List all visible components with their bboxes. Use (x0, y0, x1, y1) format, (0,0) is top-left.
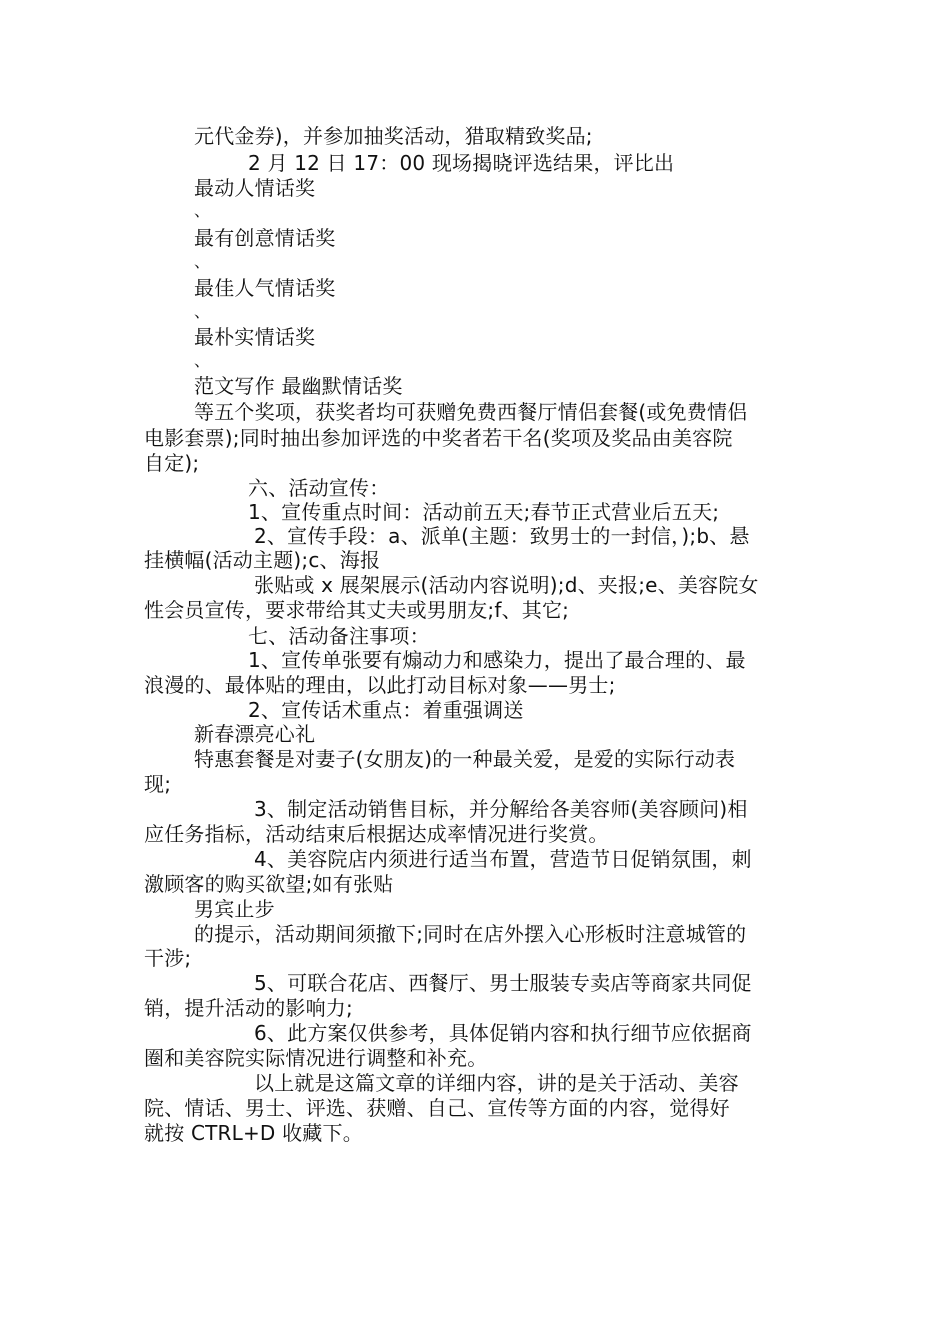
text-line: 1、宣传单张要有煽动力和感染力，提出了最合理的、最 (248, 648, 746, 672)
text-line: 应任务指标，活动结束后根据达成率情况进行奖赏。 (144, 822, 609, 846)
separator-mark: 、 (194, 252, 211, 271)
text-line: 挂横幅(活动主题);c、海报 (144, 548, 381, 572)
text-line: 院、情话、男士、评选、获赠、自己、宣传等方面的内容，觉得好 (144, 1096, 730, 1120)
text-line: 2、宣传手段：a、派单(主题：致男士的一封信，);b、悬 (254, 524, 750, 548)
section-heading: 六、活动宣传： (248, 476, 390, 500)
text-line: 范文写作 最幽默情话奖 (194, 374, 403, 398)
text-line: 最朴实情话奖 (194, 325, 316, 349)
text-line: 浪漫的、最体贴的理由，以此打动目标对象——男士; (144, 673, 616, 697)
text-line: 1、宣传重点时间：活动前五天;春节正式营业后五天; (248, 500, 720, 524)
text-line: 的提示，活动期间须撤下;同时在店外摆入心形板时注意城管的 (194, 922, 747, 946)
text-line: 最有创意情话奖 (194, 226, 336, 250)
text-line: 自定); (144, 451, 200, 475)
text-line: 最动人情话奖 (194, 176, 316, 200)
text-line: 圈和美容院实际情况进行调整和补充。 (144, 1046, 488, 1070)
separator-mark: 、 (194, 351, 211, 370)
text-line: 最佳人气情话奖 (194, 276, 336, 300)
text-line: 干涉; (144, 946, 192, 970)
text-line: 以上就是这篇文章的详细内容，讲的是关于活动、美容 (254, 1071, 739, 1095)
text-line: 张贴或 x 展架展示(活动内容说明);d、夹报;e、美容院女 (254, 573, 759, 597)
section-heading: 七、活动备注事项： (248, 624, 430, 648)
separator-mark: 、 (194, 201, 211, 220)
text-line: 激顾客的购买欲望;如有张贴 (144, 872, 394, 896)
text-line: 男宾止步 (194, 897, 275, 921)
text-line: 现; (144, 772, 172, 796)
text-line: 5、可联合花店、西餐厅、男士服装专卖店等商家共同促 (254, 971, 752, 995)
text-line: 新春漂亮心礼 (194, 722, 316, 746)
text-line: 6、此方案仅供参考，具体促销内容和执行细节应依据商 (254, 1021, 752, 1045)
text-line: 等五个奖项，获奖者均可获赠免费西餐厅情侣套餐(或免费情侣 (194, 400, 748, 424)
text-line: 2、宣传话术重点：着重强调送 (248, 698, 524, 722)
separator-mark: 、 (194, 302, 211, 321)
text-line: 特惠套餐是对妻子(女朋友)的一种最关爱，是爱的实际行动表 (194, 747, 736, 771)
text-line: 销，提升活动的影响力; (144, 996, 353, 1020)
text-line: 3、制定活动销售目标，并分解给各美容师(美容顾问)相 (254, 797, 748, 821)
text-line: 就按 CTRL+D 收藏下。 (144, 1121, 363, 1145)
text-line: 性会员宣传，要求带给其丈夫或男朋友;f、其它; (144, 598, 570, 622)
text-line: 元代金券)，并参加抽奖活动，猎取精致奖品; (194, 124, 593, 148)
text-line: 4、美容院店内须进行适当布置，营造节日促销氛围，刺 (254, 847, 752, 871)
text-line: 电影套票);同时抽出参加评选的中奖者若干名(奖项及奖品由美容院 (144, 426, 733, 450)
text-line: 2 月 12 日 17：00 现场揭晓评选结果，评比出 (248, 151, 675, 175)
